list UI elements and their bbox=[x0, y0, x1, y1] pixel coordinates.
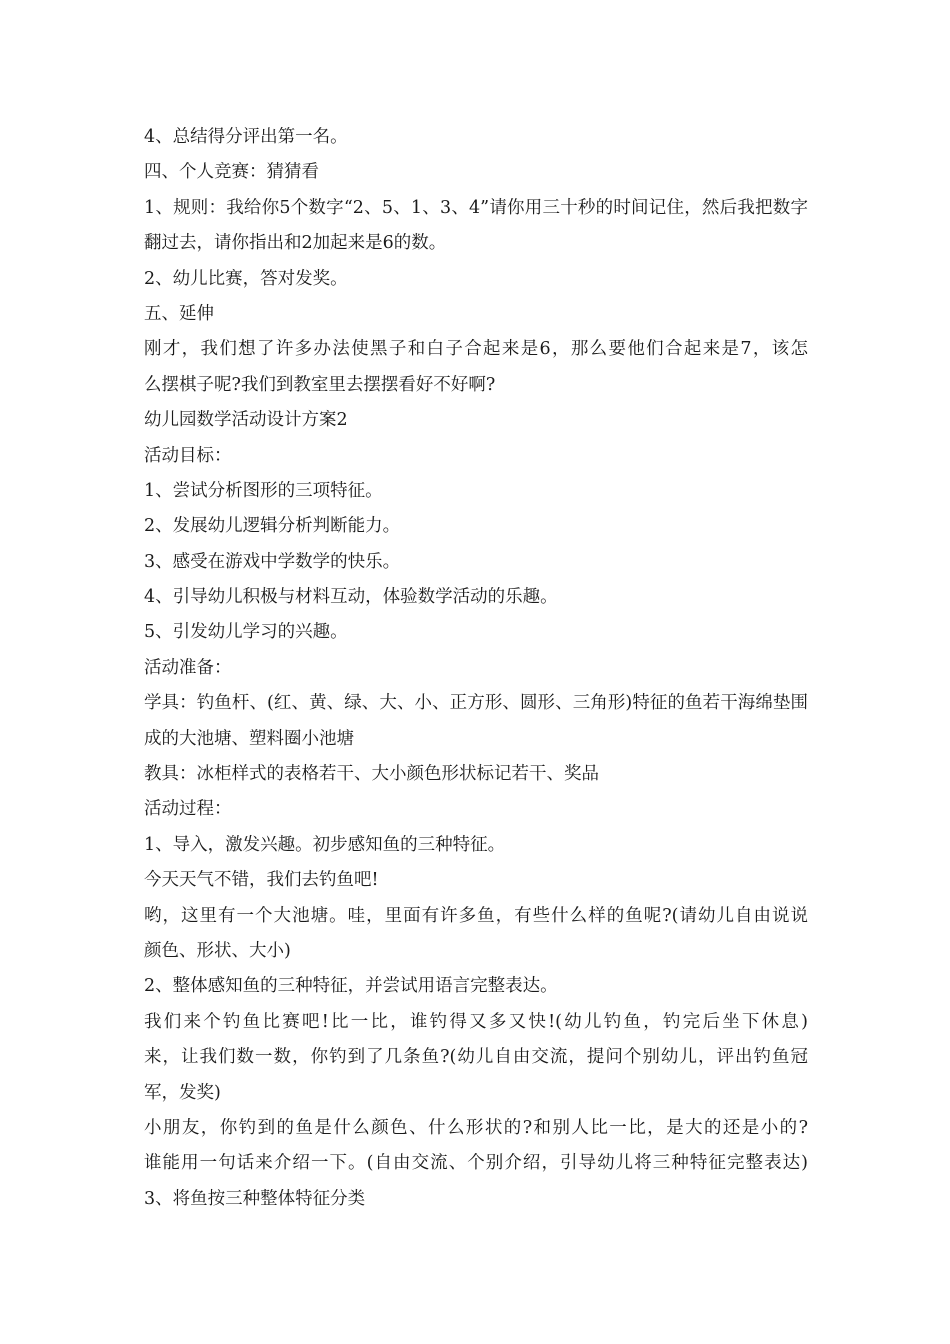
text-line: 活动过程： bbox=[144, 799, 232, 820]
text-line: 1、导入，激发兴趣。初步感知鱼的三种特征。 bbox=[144, 834, 506, 855]
text-line: 活动准备： bbox=[144, 657, 232, 678]
text-line: 来，让我们数一数，你钓到了几条鱼?(幼儿自由交流，提问个别幼儿，评出钓鱼冠 bbox=[144, 1047, 808, 1068]
text-line: 5、引发幼儿学习的兴趣。 bbox=[144, 622, 348, 643]
text-line: 今天天气不错，我们去钓鱼吧! bbox=[144, 870, 379, 891]
text-line: 4、引导幼儿积极与材料互动，体验数学活动的乐趣。 bbox=[144, 587, 558, 608]
text-line: 军，发奖) bbox=[144, 1082, 221, 1103]
text-line: 1、规则：我给你5个数字“2、5、1、3、4”请你用三十秒的时间记住，然后我把数字 bbox=[144, 197, 808, 218]
text-line: 谁能用一句话来介绍一下。(自由交流、个别介绍，引导幼儿将三种特征完整表达) bbox=[144, 1153, 808, 1174]
text-line: 我们来个钓鱼比赛吧!比一比，谁钓得又多又快!(幼儿钓鱼，钓完后坐下休息) bbox=[144, 1011, 808, 1032]
text-line: 翻过去，请你指出和2加起来是6的数。 bbox=[144, 233, 447, 254]
text-line: 么摆棋子呢?我们到教室里去摆摆看好不好啊? bbox=[144, 374, 496, 395]
text-line: 刚才，我们想了许多办法使黑子和白子合起来是6，那么要他们合起来是7，该怎 bbox=[144, 339, 808, 360]
text-line: 成的大池塘、塑料圈小池塘 bbox=[144, 728, 354, 749]
text-line: 颜色、形状、大小) bbox=[144, 940, 291, 961]
text-line: 3、感受在游戏中学数学的快乐。 bbox=[144, 551, 401, 572]
text-line: 2、整体感知鱼的三种特征，并尝试用语言完整表达。 bbox=[144, 976, 558, 997]
text-line: 1、尝试分析图形的三项特征。 bbox=[144, 480, 383, 501]
text-line: 活动目标： bbox=[144, 445, 232, 466]
text-line: 4、总结得分评出第一名。 bbox=[144, 127, 348, 147]
text-line: 幼儿园数学活动设计方案2 bbox=[144, 410, 348, 431]
text-line: 2、幼儿比赛，答对发奖。 bbox=[144, 268, 348, 289]
text-line: 四、个人竞赛：猜猜看 bbox=[144, 162, 319, 183]
document-page bbox=[144, 120, 808, 1217]
text-line: 2、发展幼儿逻辑分析判断能力。 bbox=[144, 516, 401, 537]
text-line: 小朋友，你钓到的鱼是什么颜色、什么形状的?和别人比一比，是大的还是小的? bbox=[144, 1117, 808, 1138]
text-line: 3、将鱼按三种整体特征分类 bbox=[144, 1188, 366, 1209]
text-line: 学具：钓鱼杆、(红、黄、绿、大、小、正方形、圆形、三角形)特征的鱼若干海绵垫围 bbox=[144, 693, 808, 714]
text-line: 教具：冰柜样式的表格若干、大小颜色形状标记若干、奖品 bbox=[144, 764, 599, 785]
text-line: 哟，这里有一个大池塘。哇，里面有许多鱼，有些什么样的鱼呢?(请幼儿自由说说 bbox=[144, 905, 808, 926]
text-line: 五、延伸 bbox=[144, 303, 214, 324]
